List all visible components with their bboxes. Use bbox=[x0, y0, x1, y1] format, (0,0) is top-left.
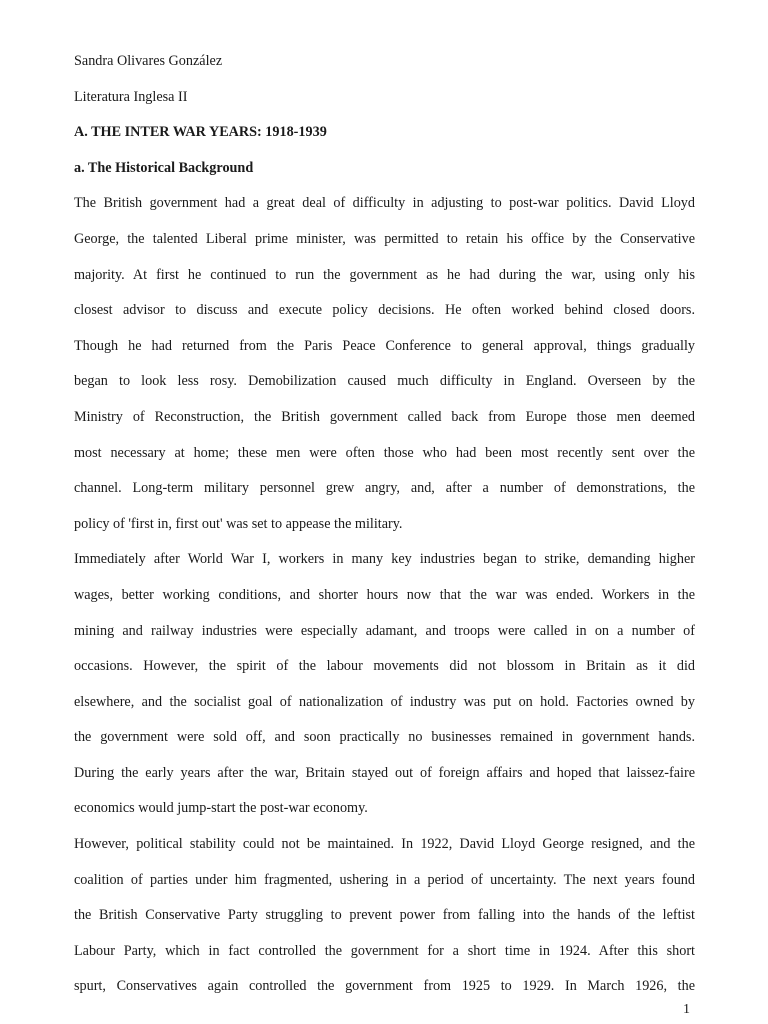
section-title: A. THE INTER WAR YEARS: 1918-1939 bbox=[74, 124, 327, 141]
paragraph-line: closest advisor to discuss and execute policy decisions. He often worked behind closed doors. bbox=[74, 302, 695, 319]
paragraph-line: The British government had a great deal of difficulty in adjusting to post-war politics. David Lloyd bbox=[74, 195, 695, 212]
paragraph-line: occasions. However, the spirit of the labour movements did not blossom in Britain as it did bbox=[74, 658, 695, 675]
paragraph-line: spurt, Conservatives again controlled the government from 1925 to 1929. In March 1926, the bbox=[74, 978, 695, 995]
paragraph-last-line: policy of 'first in, first out' was set to appease the military. bbox=[74, 515, 403, 532]
paragraph-line: Immediately after World War I, workers in many key industries began to strike, demanding higher bbox=[74, 551, 695, 568]
paragraph-line: majority. At first he continued to run the government as he had during the war, using only his bbox=[74, 266, 695, 283]
paragraph-last-line: economics would jump-start the post-war economy. bbox=[74, 800, 368, 817]
paragraph-3 bbox=[74, 827, 695, 1005]
paragraph-line: channel. Long-term military personnel grew angry, and, after a number of demonstrations, the bbox=[74, 480, 695, 497]
paragraph-line: most necessary at home; these men were often those who had been most recently sent over the bbox=[74, 444, 695, 461]
paragraph-line: wages, better working conditions, and shorter hours now that the war was ended. Workers in the bbox=[74, 586, 695, 603]
page-number: 1 bbox=[683, 1002, 690, 1017]
paragraph-line: began to look less rosy. Demobilization caused much difficulty in England. Overseen by the bbox=[74, 373, 695, 390]
paragraph-line: mining and railway industries were especially adamant, and troops were called in on a number of bbox=[74, 622, 695, 639]
document-page bbox=[74, 44, 695, 1005]
course-name: Literatura Inglesa II bbox=[74, 88, 188, 105]
paragraph-line: elsewhere, and the socialist goal of nationalization of industry was put on hold. Factories owned by bbox=[74, 693, 695, 710]
paragraph-line: Ministry of Reconstruction, the British government called back from Europe those men deemed bbox=[74, 408, 695, 425]
paragraph-line: However, political stability could not be maintained. In 1922, David Lloyd George resigned, and the bbox=[74, 836, 695, 853]
paragraph-line: the government were sold off, and soon practically no businesses remained in government hands. bbox=[74, 729, 695, 746]
paragraph-line: the British Conservative Party struggling to prevent power from falling into the hands of the leftist bbox=[74, 907, 695, 924]
paragraph-1 bbox=[74, 186, 695, 542]
section-subtitle: a. The Historical Background bbox=[74, 159, 254, 176]
paragraph-line: coalition of parties under him fragmented, ushering in a period of uncertainty. The next years found bbox=[74, 871, 695, 888]
author-name: Sandra Olivares González bbox=[74, 53, 223, 69]
paragraph-line: George, the talented Liberal prime minister, was permitted to retain his office by the Conservative bbox=[74, 230, 695, 247]
paragraph-2 bbox=[74, 542, 695, 827]
paragraph-line: During the early years after the war, Britain stayed out of foreign affairs and hoped that laissez-faire bbox=[74, 764, 695, 781]
paragraph-line: Labour Party, which in fact controlled the government for a short time in 1924. After this short bbox=[74, 942, 695, 959]
paragraph-line: Though he had returned from the Paris Peace Conference to general approval, things gradually bbox=[74, 337, 695, 354]
